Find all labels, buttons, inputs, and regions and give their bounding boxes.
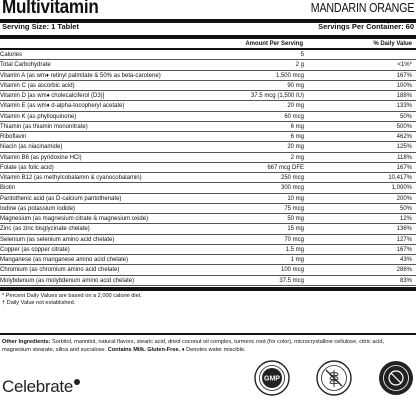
nutrient-amount: 6 mg	[290, 123, 304, 130]
table-row	[0, 265, 416, 275]
nutrient-daily-value: 50%	[399, 113, 412, 120]
nutrient-amount: 5	[300, 52, 304, 58]
nutrient-name: Vitamin D [as wm♦ cholecalciferol (D3)]	[0, 93, 105, 99]
table-row	[0, 276, 416, 286]
footnote-daily-values: * Percent Daily Values are based on a 2,000 calorie diet.	[2, 292, 142, 299]
other-ingredients	[2, 339, 414, 354]
nutrient-amount: 10 mg	[287, 195, 304, 202]
nutrient-name: Zinc (as zinc bisglycinate chelate)	[0, 226, 90, 233]
nutrient-name: Niacin (as niacinamide)	[0, 144, 63, 151]
nutrient-daily-value: 462%	[396, 134, 412, 140]
nutrient-daily-value: 167%	[396, 246, 412, 253]
nutrient-daily-value: 167%	[396, 72, 412, 79]
table-row	[0, 224, 416, 234]
nutrient-daily-value: 43%	[399, 257, 412, 263]
nutrient-daily-value: 136%	[396, 226, 412, 233]
table-row	[0, 101, 416, 111]
nutrient-amount: 100 mcg	[280, 267, 304, 274]
nutrient-daily-value: 10,417%	[388, 175, 412, 181]
table-row	[0, 71, 416, 81]
no-artificial-badge-icon	[378, 360, 414, 396]
table-row	[0, 60, 416, 70]
table-row	[0, 142, 416, 152]
ingredients-divider	[0, 333, 416, 335]
nutrient-amount: 250 mcg	[280, 175, 304, 181]
nutrient-name: Vitamin K (as phylloquinone)	[0, 113, 77, 120]
contains-milk: Contains Milk.	[107, 346, 146, 353]
nutrient-name: Calories	[0, 52, 23, 58]
nutrient-name: Iodine (as potassium iodide)	[0, 205, 76, 212]
ingredients-text: Sorbitol, mannitol, natural flavors, stearic acid, dried coconut oil complex, turmeric root (for color), microcrystalline cellulose, citric acid, magnesium stearate, silica and sucralose.	[2, 339, 385, 353]
gmp-badge-icon	[254, 360, 290, 396]
nutrient-name: Vitamin C (as ascorbic acid)	[0, 82, 75, 89]
nutrient-amount: 15 mg	[287, 226, 304, 233]
nutrient-name: Manganese (as manganese amino acid chelate)	[0, 257, 129, 263]
nutrient-amount: 1 mg	[290, 257, 304, 263]
nutrient-amount: 60 mcg	[284, 113, 304, 120]
nutrient-daily-value: <1%*	[397, 62, 412, 69]
servings-per-container: Servings Per Container: 60	[318, 22, 414, 31]
table-row	[0, 122, 416, 132]
nutrient-daily-value: 12%	[399, 216, 412, 222]
gluten-free-badge-icon	[316, 360, 352, 396]
table-row	[0, 194, 416, 204]
gmp-badge-text: GMP	[264, 375, 280, 383]
nutrient-daily-value: 83%	[399, 277, 412, 284]
nutrient-name: Selenium (as selenium amino acid chelate)	[0, 236, 115, 243]
column-amount-header: Amount Per Serving	[245, 41, 303, 47]
nutrient-table	[0, 50, 416, 286]
brand-logo	[2, 377, 80, 397]
product-title: Multivitamin	[2, 0, 99, 18]
nutrient-daily-value: 200%	[396, 195, 412, 202]
gluten-free-text: Gluten-Free.	[145, 346, 181, 353]
table-row	[0, 91, 416, 101]
serving-size: Serving Size: 1 Tablet	[2, 22, 79, 31]
nutrient-daily-value: 100%	[396, 82, 412, 89]
brand-name: Celebrate	[2, 377, 74, 396]
nutrient-amount: 50 mg	[287, 216, 304, 222]
flavor-name: MANDARIN ORANGE	[310, 0, 414, 15]
nutrient-amount: 75 mcg	[284, 205, 304, 212]
nutrient-name: Vitamin A (as wm♦ retinyl palmitate & 50% as beta-carotene)	[0, 72, 161, 79]
nutrient-name: Thiamin (as thiamin mononitrate)	[0, 123, 88, 130]
nutrient-daily-value: 118%	[397, 154, 412, 161]
nutrient-amount: 37.5 mcg	[279, 277, 304, 284]
footnote-not-established: † Daily Value not established.	[2, 299, 76, 306]
nutrient-name: Magnesium (as magnesium citrate & magnesium oxide)	[0, 216, 149, 222]
table-row	[0, 163, 416, 173]
nutrient-amount: 2 g	[295, 62, 304, 69]
nutrient-name: Copper (as copper citrate)	[0, 246, 70, 253]
nutrient-name: Vitamin B12 (as methylcobalamin & cyanocobalamin)	[0, 175, 142, 181]
brand-dot-icon	[74, 379, 80, 385]
label-header	[2, 0, 414, 20]
column-dv-header: % Daily Value	[373, 41, 412, 47]
nutrient-daily-value: 50%	[399, 205, 412, 212]
nutrient-daily-value: 286%	[396, 267, 412, 274]
nutrient-daily-value: 188%	[396, 93, 412, 99]
certification-badges	[254, 360, 414, 400]
nutrient-name: Molybdenum (as molybdenum amino acid chelate)	[0, 277, 135, 284]
table-row	[0, 255, 416, 265]
nutrient-name: Pantothenic acid (as D-calcium pantothenate)	[0, 195, 122, 202]
nutrient-amount: 37.5 mcg (1,500 IU)	[250, 93, 304, 99]
table-row	[0, 235, 416, 245]
table-row	[0, 245, 416, 255]
table-bottom-divider	[0, 287, 416, 291]
table-row	[0, 204, 416, 214]
table-row	[0, 173, 416, 183]
nutrient-daily-value: 500%	[396, 123, 412, 130]
table-row	[0, 112, 416, 122]
nutrient-amount: 667 mcg DFE	[267, 164, 304, 171]
nutrient-amount: 300 mcg	[280, 185, 304, 192]
table-row	[0, 50, 416, 60]
nutrient-name: Biotin	[0, 185, 16, 192]
nutrient-name: Vitamin E (as wm♦ d-alpha-tocopheryl acetate)	[0, 103, 125, 110]
nutrient-amount: 6 mg	[290, 134, 304, 140]
table-row	[0, 214, 416, 224]
nutrient-daily-value: 133%	[396, 103, 412, 110]
nutrient-amount: 1.5 mg	[285, 246, 304, 253]
nutrient-amount: 2 mg	[290, 154, 304, 161]
table-row	[0, 132, 416, 142]
nutrient-name: Riboflavin	[0, 134, 27, 140]
nutrient-amount: 70 mcg	[284, 236, 304, 243]
nutrient-amount: 20 mg	[287, 103, 304, 110]
nutrient-name: Total Carbohydrate	[0, 62, 51, 69]
table-row	[0, 81, 416, 91]
nutrient-name: Folate (as folic acid)	[0, 164, 54, 171]
table-row	[0, 153, 416, 163]
nutrient-daily-value: 1,000%	[391, 185, 412, 192]
table-row	[0, 183, 416, 193]
nutrient-daily-value: 125%	[396, 144, 412, 151]
nutrient-amount: 1,500 mcg	[275, 72, 304, 79]
serving-divider	[0, 35, 416, 39]
nutrient-name: Vitamin B6 (as pyridoxine HCl)	[0, 154, 82, 161]
nutrient-amount: 20 mg	[287, 144, 304, 151]
water-miscible-note: ♦ Denotes water miscible.	[180, 346, 246, 353]
nutrient-daily-value: 127%	[396, 236, 412, 243]
ingredients-label: Other Ingredients:	[2, 339, 51, 345]
nutrient-amount: 90 mg	[287, 82, 304, 89]
nutrient-daily-value: 167%	[396, 164, 412, 171]
nutrient-name: Chromium (as chromium amino acid chelate)	[0, 267, 120, 274]
